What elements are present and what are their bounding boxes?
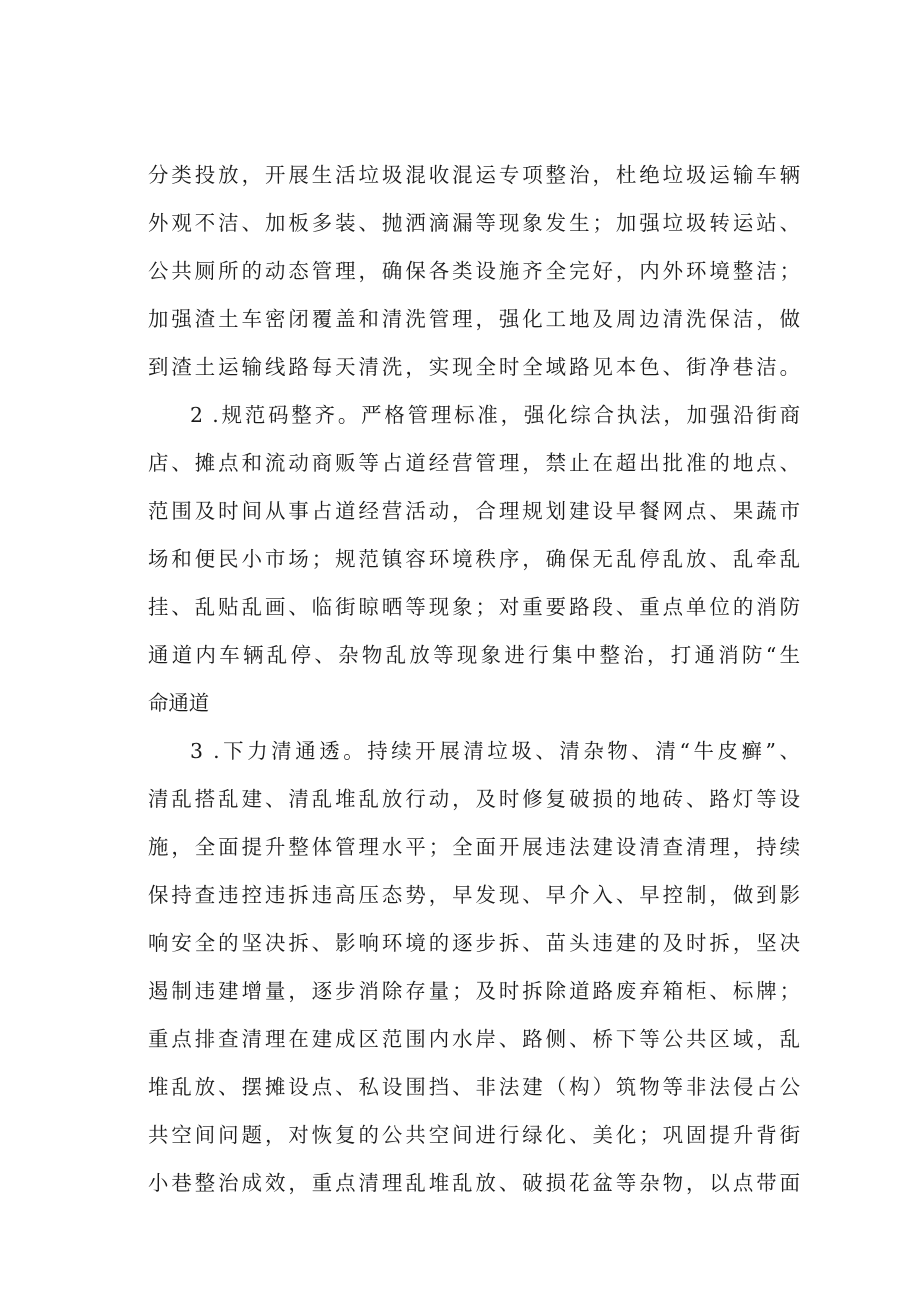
text-line: 小巷整治成效，重点清理乱堆乱放、破损花盆等杂物，以点带面 xyxy=(148,1171,800,1195)
text-line: 重点排查清理在建成区范围内水岸、路侧、桥下等公共区域，乱 xyxy=(148,1027,800,1051)
text-line: 响安全的坚决拆、影响环境的逐步拆、苗头违建的及时拆，坚决 xyxy=(148,931,800,955)
text-line: 场和便民小市场；规范镇容环境秩序，确保无乱停乱放、乱牵乱 xyxy=(148,547,800,571)
text-line: 加强渣土车密闭覆盖和清洗管理，强化工地及周边清洗保洁，做 xyxy=(148,307,800,331)
text-line: 外观不洁、加板多装、抛洒滴漏等现象发生；加强垃圾转运站、 xyxy=(148,211,800,235)
text-line: 通道内车辆乱停、杂物乱放等现象进行集中整治，打通消防“生 xyxy=(148,643,800,667)
text-line: 清乱搭乱建、清乱堆乱放行动，及时修复破损的地砖、路灯等设 xyxy=(148,787,800,811)
text-line: 遏制违建增量，逐步消除存量；及时拆除道路废弃箱柜、标牌； xyxy=(148,979,800,1003)
text-line: 共空间问题，对恢复的公共空间进行绿化、美化；巩固提升背街 xyxy=(148,1123,800,1147)
text-line: 范围及时间从事占道经营活动，合理规划建设早餐网点、果蔬市 xyxy=(148,499,800,523)
text-line: 公共厕所的动态管理，确保各类设施齐全完好，内外环境整洁； xyxy=(148,259,800,283)
text-line: 店、摊点和流动商贩等占道经营管理，禁止在超出批准的地点、 xyxy=(148,451,800,475)
text-line: 挂、乱贴乱画、临街晾晒等现象；对重要路段、重点单位的消防 xyxy=(148,595,800,619)
text-line: 施，全面提升整体管理水平；全面开展违法建设清查清理，持续 xyxy=(148,835,800,859)
text-line: 堆乱放、摆摊设点、私设围挡、非法建（构）筑物等非法侵占公 xyxy=(148,1075,800,1099)
text-line: 到渣土运输线路每天清洗，实现全时全域路见本色、街净巷洁。 xyxy=(148,355,800,379)
section-2-first-line: 2 .规范码整齐。严格管理标准，强化综合执法，加强沿街商 xyxy=(190,403,800,427)
text-line: 命通道 xyxy=(148,691,210,715)
section-3-first-line: 3 .下力清通透。持续开展清垃圾、清杂物、清“牛皮癣”、 xyxy=(190,739,800,763)
text-line: 保持查违控违拆违高压态势，早发现、早介入、早控制，做到影 xyxy=(148,883,800,907)
text-line: 分类投放，开展生活垃圾混收混运专项整治，杜绝垃圾运输车辆 xyxy=(148,163,800,187)
